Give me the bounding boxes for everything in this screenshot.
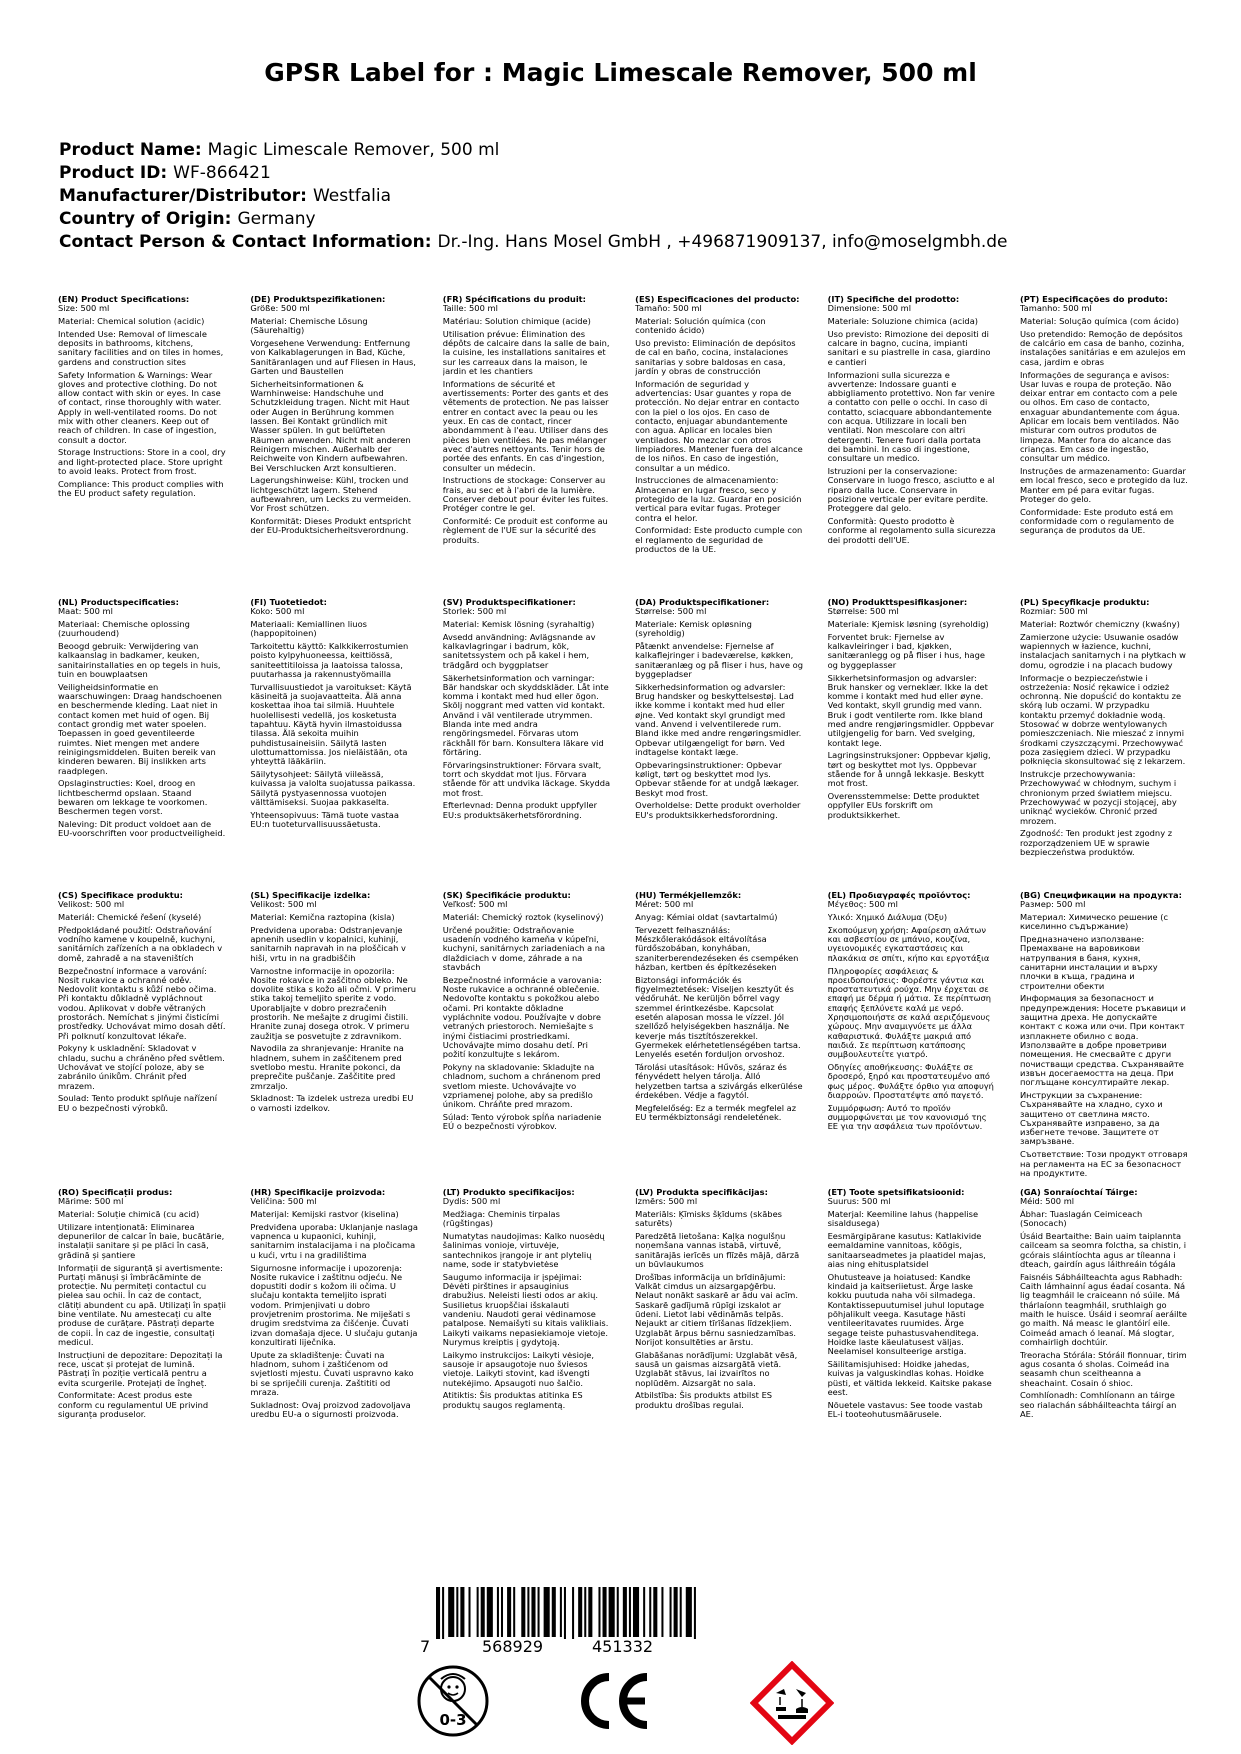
corrosive-hazard-icon <box>750 1661 834 1745</box>
product-name-value: Magic Limescale Remover, 500 ml <box>207 140 500 160</box>
barcode-bar <box>456 1587 458 1637</box>
barcode-bar <box>603 1587 607 1637</box>
language-block-line: Storage Instructions: Store in a cool, dry and light-protected place. Store upright to avoid leaks. Protect from frost. <box>58 447 226 477</box>
language-block-line: Informacje o bezpieczeństwie i ostrzeżenia: Nosić rękawice i odzież ochronną. Nie dopuścić do kontaktu ze skórą lub oczami. W przypadku kontaktu przemyć dokładnie wodą. Stosować w dobrze wentylowanych pomieszczeniach. Nie mieszać z innymi środkami czyszczącymi. Przechowywać poza zasięgiem dzieci. W przypadku połknięcia skonsultować się z lekarzem. <box>1019 672 1186 767</box>
language-block <box>443 295 611 558</box>
language-block-heading: (NO) Produkttspesifikasjoner: <box>827 598 968 607</box>
language-block-line: Instruções de armazenamento: Guardar em local fresco, seco e protegido da luz. Manter em pé para evitar fugas. Proteger do gelo. <box>1019 466 1188 504</box>
barcode-bar <box>661 1587 663 1637</box>
language-block <box>443 891 611 1182</box>
language-block-line: Påtænkt anvendelse: Fjernelse af kalkaflejringer i badeværelse, køkken, sanitæranlæg og på fliser i hus, have og byggepladser <box>635 641 804 680</box>
language-block-line: Size: 500 ml <box>58 303 110 314</box>
language-block-line: Efterlevnad: Denna produkt uppfyller EU:s produktsäkerhetsförordning. <box>442 800 598 820</box>
barcode-bar <box>442 1587 444 1639</box>
language-block-line: Säilitamisjuhised: Hoidke jahedas, kuivas ja valguskindlas kohas. Hoidke püsti, et vältida lekkeid. Kaitske pakase eest. <box>827 1359 992 1397</box>
country-value: Germany <box>237 209 316 229</box>
barcode-bar <box>649 1587 651 1637</box>
language-block-line: Pokyny k uskladnění: Skladovat v chladu, suchu a chráněno před světlem. Uchovávat ve stojící poloze, aby se zabránilo únikům. Chránit před mrazem. <box>58 1043 225 1091</box>
barcode-bar <box>538 1587 540 1637</box>
compliance-icons <box>415 1663 835 1743</box>
barcode-bar <box>572 1587 574 1639</box>
language-block-heading: (SL) Specifikacije izdelka: <box>250 891 371 900</box>
language-block <box>635 1188 803 1423</box>
language-block-line: Zamierzone użycie: Usuwanie osadów wapiennych w łazience, kuchni, instalacjach sanitarnych i na płytkach w domu, ogrodzie i na placach budowy <box>1019 631 1186 670</box>
language-block-line: Treoracha Stórála: Stóráil fionnuar, tirim agus cosanta ó sholas. Coimeád ina seasamh chun sceitheanna a sheachaint. Cosain ó shioc. <box>1019 1349 1187 1388</box>
age-restriction-icon <box>415 1663 491 1739</box>
language-block-line: Biztonsági információk és figyelmeztetések: Viseljen kesztyűt és védőruhát. Ne kerüljön bőrrel vagy szemmel érintkezésbe. Kapcsolat esetén alaposan mossa le vízzel. Jól szellőző helyiségekben használja. Ne keverje más tisztítószerekkel. Gyermekek elérhetetlenségében tartsa. Lenyelés esetén forduljon orvoshoz. <box>635 974 801 1060</box>
language-block-line: Uso previsto: Rimozione dei depositi di calcare in bagno, cucina, impianti sanitari e su piastrelle in casa, giardino e cantieri <box>827 328 991 367</box>
language-block <box>250 598 418 861</box>
language-block-line: Предназначено използване: Премахване на варовикови натрупвания в баня, кухня, санитарни инсталации и върху плочки в къща, градина и строителни обекти <box>1019 934 1158 991</box>
language-block-line: Koko: 500 ml <box>250 606 305 617</box>
language-block-line: Drošības informācija un brīdinājumi: Valkāt cimdus un aizsargapģērbu. Nelaut nonākt saskarē ar ādu vai acīm. Saskarē gadījumā rūpīgi izskalot ar ūdeni. Lietot labi vēdināmās telpās. Nejaukt ar citiem tīrīšanas līdzekļiem. Uzglabāt ārpus bērnu sasniedzamības. Norijot konsultēties ar ārstu. <box>635 1271 799 1347</box>
barcode-bar <box>497 1587 499 1637</box>
language-block-line: Säilytysohjeet: Säilytä viileässä, kuivassa ja valolta suojatussa paikassa. Säilytä pystyasennossa vuotojen välttämiseksi. Suojaa pakkaselta. <box>250 769 416 807</box>
language-block-line: Größe: 500 ml <box>250 303 310 314</box>
barcode-digits-right: 451332 <box>592 1637 654 1656</box>
barcode-bar <box>623 1587 627 1637</box>
language-block-line: Materiál: Chemické řešení (kyselé) <box>58 912 202 923</box>
language-block-line: Conformidad: Este producto cumple con el reglamento de seguridad de productos de la UE. <box>635 525 803 554</box>
language-block-heading: (EL) Προδιαγραφές προϊόντος: <box>827 891 971 900</box>
barcode-bar <box>598 1587 600 1637</box>
product-id-row <box>59 162 1199 185</box>
barcode-bar <box>694 1587 696 1639</box>
language-block-line: Megfelelőség: Ez a termék megfelel az EU termékbiztonsági rendeletének. <box>635 1102 797 1123</box>
language-block-heading: (RO) Specificații produs: <box>58 1188 173 1197</box>
language-block-line: Materiale: Kemisk opløsning (syreholdig) <box>635 619 752 639</box>
language-block-line: Sikkerhedsinformation og advarsler: Brug handsker og beskyttelsestøj. Lad ikke komme i kontakt med hud eller øjne. Ved kontakt skyl grundigt med vand. Anvend i velventilerede rum. Bland ikke med andre rengøringsmidler. Opbevar utilgængeligt for børn. Ved indtagelse kontakt læge. <box>635 681 802 757</box>
language-block-line: Informations de sécurité et avertissements: Porter des gants et des vêtements de protection. Ne pas laisser entrer en contact avec la peau ou les yeux. En cas de contact, rincer abondamment à l'eau. Utiliser dans des pièces bien ventilées. Ne pas mélanger avec d'autres nettoyants. Tenir hors de portée des enfants. En cas d'ingestion, consulter un médecin. <box>442 378 609 473</box>
barcode-bar <box>513 1587 515 1637</box>
language-block-line: Comhlíonadh: Comhlíonann an táirge seo rialachán sábháilteachta táirgí an AE. <box>1019 1390 1177 1420</box>
contact-row <box>59 231 1199 254</box>
language-block-heading: (CS) Specifikace produktu: <box>58 891 183 900</box>
language-block-line: Yhteensopivuus: Tämä tuote vastaa EU:n tuoteturvallisuussäetusta. <box>250 809 399 830</box>
language-block-heading: (GA) Sonraíochtaí Táirge: <box>1019 1188 1138 1197</box>
language-block <box>250 295 418 558</box>
language-block-heading: (ET) Toote spetsifikatsioonid: <box>827 1188 965 1197</box>
language-block-heading: (HR) Specifikacije proizvoda: <box>250 1188 386 1197</box>
language-block-line: Sicherheitsinformationen & Warnhinweise: Handschuhe und Schutzkleidung tragen. Nicht mit Haut oder Augen in Berührung kommen lassen. Bei Kontakt gründlich mit Wasser spülen. In gut belüfteten Räumen anwenden. Nicht mit anderen Reinigern mischen. Außerhalb der Reichweite von Kindern aufbewahren. Bei Verschlucken Arzt konsultieren. <box>250 378 411 473</box>
language-block-line: Utilizare intenționată: Eliminarea depunerilor de calcar în baie, bucătărie, instalații sanitare și pe plăci în casă, grădină și șantiere <box>58 1221 225 1260</box>
language-block-line: Materiaal: Chemische oplossing (zuurhoudend) <box>58 619 190 639</box>
language-block-heading: (PL) Specyfikacje produktu: <box>1019 598 1150 607</box>
language-block-line: Avsedd användning: Avlägsnande av kalkavlagringar i badrum, kök, sanitetssystem och på kakel i hem, trädgård och byggplatser <box>442 631 596 670</box>
language-block-line: Istruzioni per la conservazione: Conservare in luogo fresco, asciutto e al riparo dalla luce. Conservare in posizione verticale per evitare perdite. Proteggere dal gelo. <box>827 466 995 514</box>
language-block-line: Veiligheidsinformatie en waarschuwingen: Draag handschoenen en beschermende kleding. Laat niet in contact komen met huid of ogen. Bij contact grondig met water spoelen. Toepassen in goed geventileerde ruimtes. Niet mengen met andere reinigingsmiddelen. Buiten bereik van kinderen bewaren. Bij inslikken arts raadplegen. <box>58 681 222 776</box>
language-block-line: Størrelse: 500 ml <box>827 606 899 617</box>
language-block-line: Οδηγίες αποθήκευσης: Φυλάξτε σε δροσερό, ξηρό και προστατευμένο από φως μέρος. Φυλάξτε όρθιο για αποφυγή διαρροών. Προστατέψτε από παγετό. <box>827 1062 994 1100</box>
language-block-line: Storlek: 500 ml <box>442 606 507 617</box>
language-block-line: Conformidade: Este produto está em conformidade com o regulamento de segurança de produtos da UE. <box>1019 506 1174 536</box>
language-block-heading: (DA) Produktspecifikationer: <box>635 598 770 607</box>
barcode-bar <box>609 1587 615 1637</box>
language-block-line: Tárolási utasítások: Hűvös, száraz és fényvédett helyen tárolja. Álló helyzetben tartsa a szivárgás elkerülése érdekében. Védje a fagytól. <box>635 1062 803 1100</box>
barcode-bar <box>477 1587 479 1637</box>
language-block-line: Méid: 500 ml <box>1019 1196 1075 1207</box>
language-block-line: Laikymo instrukcijos: Laikyti vėsioje, sausoje ir apsaugotoje nuo šviesos vietoje. Laikyti stovint, kad išvengti nutekėjimo. Apsaugoti nuo šalčio. <box>442 1349 595 1388</box>
language-block-line: Forventet bruk: Fjernelse av kalkavleiringer i bad, kjøkken, sanitæranlegg og på fliser i hus, hage og byggeplasser <box>827 631 986 670</box>
language-block-line: Numatytas naudojimas: Kalko nuosėdų šalinimas vonioje, virtuvėje, santechnikos įrangoje ir ant plytelių name, sode ir statybvietėse <box>442 1231 605 1270</box>
barcode-bar <box>564 1587 566 1639</box>
language-block-line: Suurus: 500 ml <box>827 1196 891 1207</box>
language-block-line: Skladnost: Ta izdelek ustreza uredbi EU o varnosti izdelkov. <box>250 1093 414 1113</box>
language-block-line: Materiale: Kjemisk løsning (syreholdig) <box>827 619 989 630</box>
language-block-line: Bezpečnostné informácie a varovania: Noste rukavice a ochranné oblečenie. Nedovoľte kontaktu s pokožkou alebo očami. Pri kontakte dôkladne vypláchnite vodou. Používajte v dobre vetraných priestoroch. Nemiešajte s inými čistiacimi prostriedkami. Uchovávajte mimo dosahu detí. Pri požití konzultujte s lekárom. <box>442 974 602 1060</box>
language-block <box>250 1188 418 1423</box>
language-block-heading: (PT) Especificações do produto: <box>1019 295 1168 304</box>
language-block-line: Conformitate: Acest produs este conform cu regulamentul UE privind siguranța produselor. <box>58 1390 209 1420</box>
language-block-line: Matériau: Solution chimique (acide) <box>442 316 591 327</box>
language-block-line: Tamanho: 500 ml <box>1019 303 1092 314</box>
language-block-line: Material: Kemisk lösning (syrahaltig) <box>442 619 595 630</box>
language-block-line: Materiaali: Kemiallinen liuos (happopitoinen) <box>250 619 367 639</box>
language-block-heading: (EN) Product Specifications: <box>58 295 190 304</box>
language-block <box>58 295 226 558</box>
language-block-line: Информация за безопасност и предупреждения: Носете ръкавици и защитна дреха. Не допускайте контакт с кожа или очи. При контакт изплакнете обилно с вода. Използвайте в добре проветриви помещения. Не смесвайте с други почистващи средства. Съхранявайте извън досегаемостта на деца. При поглъщане консултирайте лекар. <box>1019 993 1186 1088</box>
barcode-bar <box>527 1587 529 1637</box>
language-block-line: Størrelse: 500 ml <box>635 606 707 617</box>
language-block <box>443 598 611 861</box>
language-block-line: Súlad: Tento výrobok spĺňa nariadenie EÚ o bezpečnosti výrobkov. <box>442 1112 602 1132</box>
barcode-bar <box>531 1587 535 1637</box>
language-block <box>58 598 226 861</box>
language-block-line: Eesmärgipärane kasutus: Katlakivide eemaldamine vannitoas, köögis, sanitaarseadmetes ja plaatidel majas, aias ning ehitusplatsidel <box>827 1231 986 1270</box>
language-block-line: Zgodność: Ten produkt jest zgodny z rozporządzeniem UE w sprawie bezpieczeństwa produktów. <box>1019 828 1173 857</box>
contact-label: Contact Person & Contact Information: <box>59 232 432 252</box>
age-range-label: 0-3 <box>439 1711 467 1729</box>
contact-value: Dr.-Ing. Hans Mosel GmbH , +496871909137, info@moselgmbh.de <box>437 232 1008 252</box>
language-block-line: Lagerungshinweise: Kühl, trocken und lichtgeschützt lagern. Stehend aufbewahren, um Lecks zu vermeiden. Vor Frost schützen. <box>250 475 412 514</box>
language-block-line: Compliance: This product complies with the EU product safety regulation. <box>58 478 224 499</box>
barcode-bar <box>521 1587 525 1637</box>
language-block-line: Material: Soluție chimică (cu acid) <box>58 1209 200 1220</box>
language-block-line: Pokyny na skladovanie: Skladujte na chladnom, suchom a chránenom pred svetlom mieste. Uchovávajte vo vzpriamenej polohe, aby sa predišlo únikom. Chráňte pred mrazom. <box>442 1062 601 1110</box>
language-block-line: Instructions de stockage: Conserver au frais, au sec et à l'abri de la lumière. Conserver debout pour éviter les fuites. Protéger contre le gel. <box>442 475 609 514</box>
product-name-label: Product Name: <box>59 140 202 160</box>
language-block-line: Safety Information & Warnings: Wear gloves and protective clothing. Do not allow contact with skin or eyes. In case of contact, rinse thoroughly with water. Apply in well-ventilated rooms. Do not mix with other cleaners. Keep out of reach of children. In case of ingestion, consult a doctor. <box>58 369 222 445</box>
language-block-line: Beoogd gebruik: Verwijdering van kalkaanslag in badkamer, keuken, sanitairinstallaties en op tegels in huis, tuin en bouwplaatsen <box>58 641 221 680</box>
country-row <box>59 208 1199 231</box>
barcode-bar <box>629 1587 631 1637</box>
language-block-line: Předpokládané použití: Odstraňování vodního kamene v koupelně, kuchyni, sanitárních zařízeních a na obkladech v domě, zahradě a na staveništích <box>58 924 223 963</box>
manufacturer-value: Westfalia <box>312 186 391 206</box>
language-block-heading: (DE) Produktspezifikationen: <box>250 295 386 304</box>
language-block-line: Upute za skladištenje: Čuvati na hladnom, suhom i zaštićenom od svjetlosti mjestu. Čuvati uspravno kako bi se spriječili curenja. Zaštititi od mraza. <box>250 1349 414 1397</box>
language-block-line: Anyag: Kémiai oldat (savtartalmú) <box>635 912 778 923</box>
language-block-line: Ohutusteave ja hoiatused: Kandke kindaid ja kaitseriietust. Ärge laske kokku puutuda naha või silmadega. Kontaktissepuutumisel juhul loputage põhjalikult veega. Kasutage hästi ventileeritavates ruumides. Ärge segage teiste puhastusvahenditega. Hoidke laste käeulatusest väljas. Neelamisel konsulteerige arstiga. <box>827 1271 985 1357</box>
barcode-bar <box>544 1587 550 1637</box>
barcode-bar <box>633 1587 639 1637</box>
barcode-bar <box>617 1587 619 1637</box>
language-block-line: Intended Use: Removal of limescale deposits in bathrooms, kitchens, sanitary facilities and on tiles in homes, gardens and construction sites <box>58 328 224 367</box>
language-block-line: Materjal: Keemiline lahus (happelise sisaldusega) <box>827 1209 979 1229</box>
language-block-line: Materiāls: Ķīmisks šķīdums (skābes saturēts) <box>635 1209 782 1229</box>
language-block-line: Navodila za shranjevanje: Hranite na hladnem, suhem in zaščitenem pred svetlobo mestu. Hranite pokonci, da preprečite puščanje. Zaščitite pred zmrzaljo. <box>250 1043 404 1091</box>
language-row <box>58 891 1188 1182</box>
language-block-line: Μέγεθος: 500 ml <box>827 899 898 910</box>
language-block-line: Saugumo informacija ir įspėjimai: Dėvėti pirštines ir apsauginius drabužius. Neleisti liesti odos ar akių. Susilietus kruopščiai išskalauti vandeniu. Naudoti gerai vėdinamose patalpose. Nemaišyti su kitais valikliais. Laikyti vaikams nepasiekiamoje vietoje. Nurymus kreiptis į gydytoją. <box>442 1271 609 1347</box>
language-block-line: Velikost: 500 ml <box>250 899 317 910</box>
language-block <box>443 1188 611 1423</box>
product-id-value: WF-866421 <box>173 163 271 183</box>
barcode-bar <box>653 1587 657 1637</box>
language-block-line: Soulad: Tento produkt splňuje nařízení EU o bezpečnosti výrobků. <box>58 1093 218 1113</box>
language-block-line: Información de seguridad y advertencias: Usar guantes y ropa de protección. No dejar entrar en contacto con la piel o los ojos. En caso de contacto, enjuagar abundantemente con agua. Aplicar en locales bien ventilados. No mezclar con otros limpiadores. Mantener fuera del alcance de los niños. En caso de ingestión, consultar a un médico. <box>635 378 803 473</box>
language-block-line: Materiał: Roztwór chemiczny (kwaśny) <box>1019 619 1180 630</box>
language-block-line: Predviđena uporaba: Uklanjanje naslaga vapnenca u kupaonici, kuhinji, sanitarnim instalacijama i na pločicama u kući, vrtu i na gradilištima <box>250 1221 418 1260</box>
language-block-heading: (HU) Termékjellemzők: <box>635 891 742 900</box>
language-block-heading: (ES) Especificaciones del producto: <box>635 295 800 304</box>
language-block-line: Sigurnosne informacije i upozorenja: Nosite rukavice i zaštitnu odjeću. Ne dopustiti dodir s kožom ili očima. U slučaju kontakta temeljito isprati vodom. Primjenjivati u dobro provjetrenim prostorima. Ne miješati s drugim sredstvima za čišćenje. Čuvati izvan domašaja djece. U slučaju gutanja konzultirati liječnika. <box>250 1262 418 1347</box>
language-block-line: Ábhar: Tuaslagán Ceimiceach (Sonocach) <box>1019 1209 1143 1229</box>
language-block-line: Informazioni sulla sicurezza e avvertenze: Indossare guanti e abbigliamento protettivo. Non far venire a contatto con pelle o occhi. In caso di contatto, sciacquare abbondantemente con acqua. Utilizzare in locali ben ventilati. Non mescolare con altri detergenti. Tenere fuori dalla portata dei bambini. In caso di ingestione, consultare un medico. <box>827 369 995 464</box>
barcode-bar <box>670 1587 672 1637</box>
language-block-line: Izmērs: 500 ml <box>635 1196 698 1207</box>
barcode-bar <box>507 1587 511 1637</box>
language-block-line: Υλικό: Χημικό Διάλυμα (Όξυ) <box>827 912 948 923</box>
barcode-bar <box>686 1587 692 1637</box>
language-block-line: Atbilstība: Šis produkts atbilst ES produktu drošības regulai. <box>635 1390 773 1410</box>
language-block-line: Instrucciones de almacenamiento: Almacenar en lugar fresco, seco y protegido de la luz. Guardar en posición vertical para evitar fugas. Proteger contra el helor. <box>635 475 802 523</box>
language-block-line: Размер: 500 ml <box>1019 899 1086 910</box>
language-block <box>58 891 226 1182</box>
barcode-bar <box>436 1587 440 1639</box>
language-block-line: Sukladnost: Ovaj proizvod zadovoljava uredbu EU-a o sigurnosti proizvoda. <box>250 1399 411 1420</box>
barcode-bar <box>501 1587 503 1637</box>
language-block <box>828 1188 996 1423</box>
language-block <box>828 295 996 558</box>
language-block-line: Conformità: Questo prodotto è conforme al regolamento sulla sicurezza dei prodotti dell'UE. <box>827 516 996 545</box>
language-block-line: Conformité: Ce produit est conforme au règlement de l'UE sur la sécurité des produits. <box>442 516 608 545</box>
barcode-bar <box>680 1587 682 1637</box>
language-block-line: Lagringsinstruksjoner: Oppbevar kjølig, tørt og beskyttet mot lys. Oppbevar stående for å unngå lekkasje. Beskytt mot frost. <box>827 750 991 789</box>
barcode-bars <box>436 1587 700 1639</box>
language-block-line: Mărime: 500 ml <box>58 1196 124 1207</box>
language-row <box>58 295 1188 558</box>
manufacturer-row <box>59 185 1199 208</box>
language-block <box>250 891 418 1182</box>
language-block-line: Méret: 500 ml <box>635 899 694 910</box>
language-block-line: Πληροφορίες ασφάλειας & προειδοποιήσεις: Φορέστε γάντια και προστατευτικά ρούχα. Μην έρχεται σε επαφή με δέρμα ή μάτια. Σε περίπτωση επαφής ξεπλύνετε καλά με νερό. Χρησιμοποιήστε σε καλά αεριζόμενους χώρους. Μην αναμιγνύετε με άλλα καθαριστικά. Φυλάξτε μακριά από παιδιά. Σε περίπτωση κατάποσης συμβουλευτείτε γιατρό. <box>827 965 992 1060</box>
language-block-line: Overholdelse: Dette produkt overholder EU's produktsikkerhedsforordning. <box>635 800 801 820</box>
language-block <box>828 598 996 861</box>
language-block-line: Uso previsto: Eliminación de depósitos de cal en baño, cocina, instalaciones sanitarias y sobre baldosas en casa, jardín y obras de construcción <box>635 338 796 377</box>
language-row <box>58 598 1188 861</box>
language-block <box>1020 295 1188 558</box>
barcode-bar <box>584 1587 586 1637</box>
language-block-line: Vorgesehene Verwendung: Entfernung von Kalkablagerungen in Bad, Küche, Sanitäranlagen und auf Fliesen in Haus, Garten und Baustellen <box>250 338 416 377</box>
language-block-line: Tamaño: 500 ml <box>635 303 702 314</box>
barcode-bar <box>674 1587 678 1637</box>
language-block-line: Úsáid Beartaithe: Bain uaim taiplannta cailceam sa seomra folctha, sa chistin, i gcórais sláintíochta agus ar tíleanna i dteach, gairdín agus láithreáin tógála <box>1019 1231 1187 1270</box>
language-block-line: Velikost: 500 ml <box>58 899 125 910</box>
barcode-bar <box>588 1587 592 1637</box>
language-block-line: Glabāšanas norādījumi: Uzglabāt vēsā, sausā un gaismas aizsargātā vietā. Uzglabāt stāvus, lai izvairītos no noplūdēm. Aizsargāt no sala. <box>635 1349 798 1388</box>
country-label: Country of Origin: <box>59 209 232 229</box>
barcode-bar <box>468 1587 470 1637</box>
language-block-line: Instrucțiuni de depozitare: Depozitați la rece, uscat și protejat de lumină. Păstrați în poziție verticală pentru a evita scurgerile. Protejați de îngheț. <box>58 1349 223 1388</box>
barcode-bar <box>552 1587 556 1637</box>
language-block-line: Σκοπούμενη χρήση: Αφαίρεση αλάτων και ασβεστίου σε μπάνιο, κουζίνα, υγειονομικές εγκαταστάσεις και πλακάκια σε σπίτι, κήπο και εργοτάξια <box>827 924 990 963</box>
language-block-line: Dimensione: 500 ml <box>827 303 912 314</box>
language-block-line: Predvidena uporaba: Odstranjevanje apnenih usedlin v kopalnici, kuhinji, sanitarnih napravah in na ploščicah v hiši, vrtu in na gradbiščih <box>250 924 406 963</box>
language-block-heading: (SV) Produktspecifikationer: <box>442 598 576 607</box>
barcode-digit-first: 7 <box>420 1637 431 1656</box>
language-block-line: Turvallisuustiedot ja varoitukset: Käytä käsineitä ja suojavaatteita. Älä anna koskettaa ihoa tai silmiä. Huuhtele huolellisesti vedellä, jos kosketusta tapahtuu. Käytä hyvin ilmastoidussa tilassa. Älä sekoita muihin puhdistusaineisiin. Säilytä lasten ulottumattomissa. Jos nieläistään, ota yhteyttä lääkäriin. <box>250 681 412 767</box>
language-block-line: Informații de siguranță și avertismente: Purtați mănuși și îmbrăcăminte de protecție. Nu permiteți contactul cu pielea sau ochii. În caz de contact, clătiți abundent cu apă. Utilizați în spații bine ventilate. Nu amestecați cu alte produse de curățare. Păstrați departe de copii. În caz de ingestie, consultați medicul. <box>58 1262 226 1347</box>
language-block-line: Atitiktis: Šis produktas atitinka ES produktų saugos reglamentą. <box>442 1390 583 1410</box>
language-block-line: Nõuetele vastavus: See toode vastab EL-i tooteohutusmäärusele. <box>827 1399 983 1420</box>
product-id-label: Product ID: <box>59 163 168 183</box>
language-block-heading: (IT) Specifiche del prodotto: <box>827 295 960 304</box>
language-block-line: Taille: 500 ml <box>442 303 498 314</box>
language-block-line: Material: Chemical solution (acidic) <box>58 316 205 327</box>
language-block <box>635 891 803 1182</box>
language-block-line: Faisnéis Sábháilteachta agus Rabhadh: Caith lámhainní agus éadaí cosanta. Ná lig teagmháil le craiceann nó súile. Má thárlaíonn teagmháil, sruthlaigh go maith le huisce. Úsáid i seomraí aeráilte go maith. Ná measc le glantóirí eile. Coimeád amach ó leanaí. Má slogtar, comhairligh dochtúir. <box>1019 1271 1188 1347</box>
language-block-heading: (NL) Productspecificaties: <box>58 598 179 607</box>
language-block-line: Material: Chemische Lösung (Säurehaltig) <box>250 316 368 336</box>
language-block-line: Material: Kemična raztopina (kisla) <box>250 912 395 923</box>
language-block-line: Opslaginstructies: Koel, droog en lichtbeschermd opslaan. Staand bewaren om lekkage te voorkomen. Beschermen tegen vorst. <box>58 778 208 817</box>
product-info <box>59 139 1199 254</box>
language-block-line: Overensstemmelse: Dette produktet oppfyller EUs forskrift om produktsikkerhet. <box>827 791 980 820</box>
language-block-line: Materiál: Chemický roztok (kyselinový) <box>442 912 604 923</box>
manufacturer-label: Manufacturer/Distributor: <box>59 186 307 206</box>
ce-mark-icon <box>575 1671 655 1731</box>
language-block-line: Tarkoitettu käyttö: Kalkkikerrostumien poisto kylpyhuoneessa, keittiössä, saniteettitiloissa ja laatoissa talossa, puutarhassa ja rakennustyömailla <box>250 641 409 680</box>
language-block-line: Veľkosť: 500 ml <box>442 899 508 910</box>
barcode-bar <box>487 1587 493 1637</box>
language-block-line: Säkerhetsinformation och varningar: Bär handskar och skyddskläder. Låt inte komma i kontakt med hud eller ögon. Skölj noggrant med vatten vid kontakt. Använd i väl ventilerade utrymmen. Blanda inte med andra rengöringsmedel. Förvaras utom räckhåll för barn. Konsultera läkare vid förtäring. <box>442 672 609 757</box>
language-block-line: Uso pretendido: Remoção de depósitos de calcário em casa de banho, cozinha, instalações sanitárias e em azulejos em casa, jardim e obras <box>1019 328 1186 367</box>
language-block-line: Materiale: Soluzione chimica (acida) <box>827 316 979 327</box>
language-block-line: Medžiaga: Cheminis tirpalas (rūgštingas) <box>442 1209 560 1229</box>
language-block-line: Instrukcje przechowywania: Przechowywać w chłodnym, suchym i chronionym przed światłem miejscu. Przechowywać w pozycji stojącej, aby uniknąć wycieków. Chronić przed mrozem. <box>1019 769 1177 826</box>
language-block-heading: (LT) Produkto specifikacijos: <box>442 1188 575 1197</box>
page-title: GPSR Label for : Magic Limescale Remover, 500 ml <box>264 58 977 87</box>
language-block-line: Utilisation prévue: Élimination des dépôts de calcaire dans la salle de bain, la cuisine, les installations sanitaires et sur les carreaux dans la maison, le jardin et les chantiers <box>442 328 610 377</box>
language-block-line: Material: Solución química (con contenido ácido) <box>635 316 766 336</box>
language-block-line: Materijal: Kemijski rastvor (kiselina) <box>250 1209 399 1220</box>
language-block-line: Veličina: 500 ml <box>250 1196 317 1207</box>
product-name-row <box>59 139 1199 162</box>
language-block <box>1020 891 1188 1182</box>
language-block <box>828 891 996 1182</box>
language-block-line: Инструкции за съхранение: Съхранявайте на хладно, сухо и защитено от светлина място. Съхранявайте изправено, за да избегнете течове. Защитете от замръзване. <box>1019 1089 1163 1147</box>
language-block-heading: (FR) Spécifications du produit: <box>442 295 586 304</box>
language-block-line: Sikkerhetsinformasjon og advarsler: Bruk hansker og verneklær. Ikke la det komme i kontakt med hud eller øyne. Ved kontakt, skyll grundig med vann. Bruk i godt ventilerte rom. Ikke bland med andre rengjøringsmidler. Oppbevar utilgjengelig for barn. Ved svelging, kontakt lege. <box>827 672 994 748</box>
language-block-heading: (BG) Спецификации на продукта: <box>1019 891 1182 900</box>
language-block <box>1020 1188 1188 1423</box>
language-block-line: Bezpečnostní informace a varování: Nosit rukavice a ochranné oděv. Nedovolit kontaktu s kůží nebo očima. Při kontaktu důkladně vypláchnout vodou. Aplikovat v dobře větraných prostorách. Nemíchat s jinými čisticími prostředky. Uchovávat mimo dosah dětí. Při polknutí konzultovat lékaře. <box>58 965 226 1041</box>
language-block-line: Material: Solução química (com ácido) <box>1019 316 1179 327</box>
language-block-line: Tervezett felhasználás: Mészkőlerakódások eltávolítása fürdőszobában, konyhában, szaniterberendezéseken és csempéken házban, kertben és építkezéseken <box>635 924 799 973</box>
barcode <box>420 1587 710 1657</box>
language-block-line: Förvaringsinstruktioner: Förvara svalt, torrt och skyddat mot ljus. Förvara stående för att undvika läckage. Skydda mot frost. <box>442 759 611 798</box>
language-block-line: Naleving: Dit product voldoet aan de EU-voorschriften voor productveiligheid. <box>58 819 226 839</box>
barcode-bar <box>448 1587 454 1637</box>
language-block-heading: (SK) Špecifikácie produktu: <box>442 891 571 900</box>
language-block-line: Rozmiar: 500 ml <box>1019 606 1088 617</box>
language-block-line: Maat: 500 ml <box>58 606 113 617</box>
language-block-line: Dydis: 500 ml <box>442 1196 501 1207</box>
barcode-bar <box>560 1587 562 1637</box>
language-block <box>1020 598 1188 861</box>
language-block-line: Konformität: Dieses Produkt entspricht der EU-Produktsicherheitsverordnung. <box>250 516 411 536</box>
language-block-line: Материал: Химическо решение (с киселинно съдържание) <box>1019 912 1169 932</box>
language-block-line: Informações de segurança e avisos: Usar luvas e roupa de proteção. Não deixar entrar em contacto com a pele ou olhos. Em caso de contacto, enxaguar abundantemente com água. Aplicar em locais bem ventilados. Não misturar com outros produtos de limpeza. Manter fora do alcance das crianças. Em caso de ingestão, consultar um médico. <box>1019 369 1180 464</box>
language-block-heading: (LV) Produkta specifikācijas: <box>635 1188 768 1197</box>
language-block <box>635 295 803 558</box>
language-block-heading: (FI) Tuotetiedot: <box>250 598 327 607</box>
language-block-line: Varnostne informacije in opozorila: Nosite rokavice in zaščitno obleko. Ne dovolite stika s kožo ali očmi. V primeru stika takoj temeljito sperite z vodo. Uporabljajte v dobro prezračenih prostorih. Ne mešajte z drugimi čistili. Hranite zunaj dosega otrok. V primeru zaužitja se posvetujte z zdravnikom. <box>250 965 416 1041</box>
barcode-digits-left: 568929 <box>482 1637 544 1656</box>
language-block <box>635 598 803 861</box>
language-row <box>58 1188 1188 1423</box>
language-block-line: Συμμόρφωση: Αυτό το προϊόν συμμορφώνεται με τον κανονισμό της ΕΕ για την ασφάλεια των προϊόντων. <box>827 1102 987 1132</box>
barcode-bar <box>578 1587 582 1637</box>
barcode-bar <box>643 1587 645 1637</box>
language-block-line: Съответствие: Този продукт отговаря на регламента на ЕС за безопасност на продуктите. <box>1019 1149 1188 1178</box>
language-block-line: Určené použitie: Odstraňovanie usadenín vodného kameňa v kúpeľni, kuchyni, sanitárnych zariadeniach a na dlaždiciach v dome, záhrade a na stavbách <box>442 924 606 973</box>
language-block-line: Opbevaringsinstruktioner: Opbevar køligt, tørt og beskyttet mod lys. Opbevar stående for at undgå lækager. Beskyt mod frost. <box>635 759 800 798</box>
language-block-line: Paredzētā lietošana: Kaļķa nogulšņu noņemšana vannas istabā, virtuvē, sanitārajās ierīcēs un flīzēs mājā, dārzā un būvlaukumos <box>635 1231 800 1270</box>
language-block <box>58 1188 226 1423</box>
barcode-bar <box>481 1587 485 1637</box>
barcode-bar <box>460 1587 464 1637</box>
